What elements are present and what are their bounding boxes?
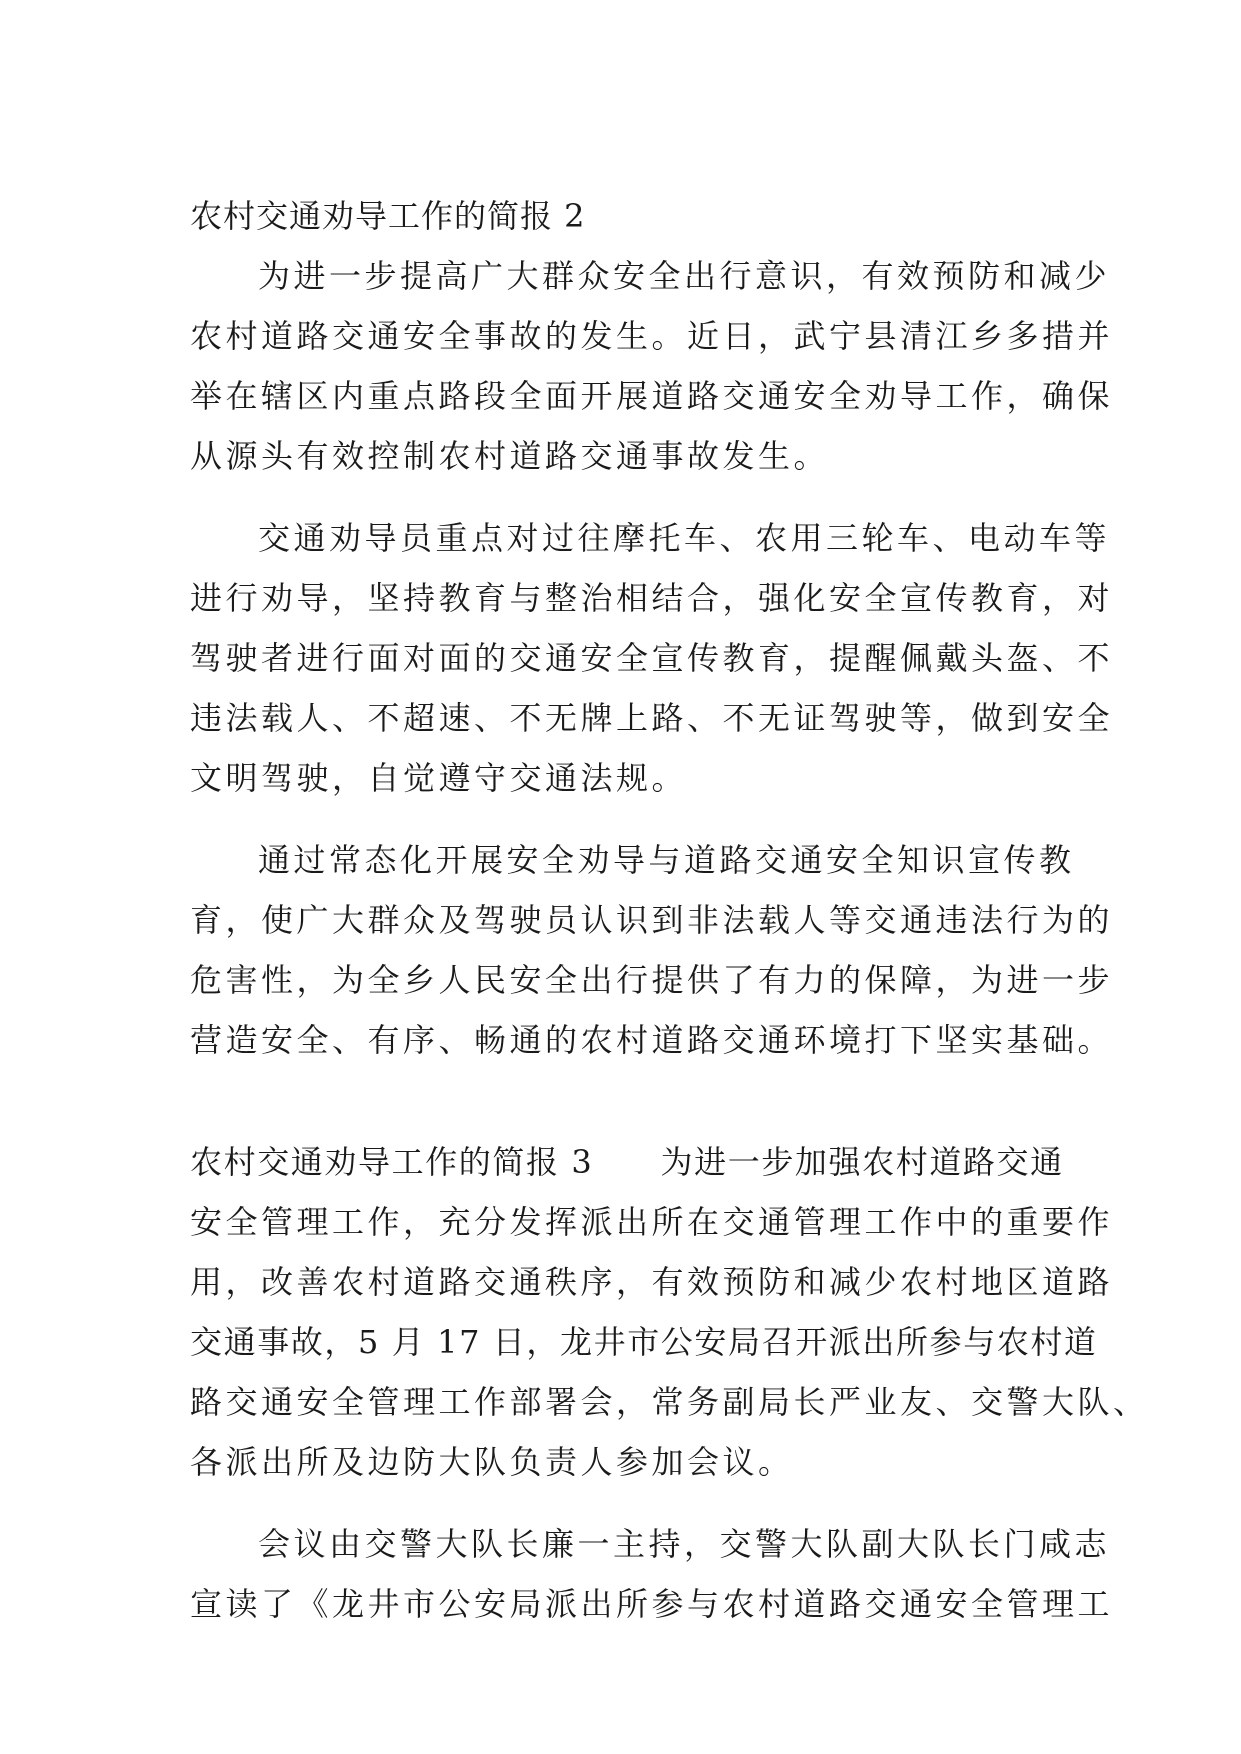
text-line: 营造安全、有序、畅通的农村道路交通环境打下坚实基础。 bbox=[190, 1021, 1114, 1059]
text-line: 违法载人、不超速、不无牌上路、不无证驾驶等，做到安全 bbox=[190, 699, 1114, 737]
text-line: 会议由交警大队长廉一主持，交警大队副大队长门咸志 bbox=[258, 1525, 1111, 1563]
section-3-title-line: 农村交通劝导工作的简报 3 为进一步加强农村道路交通 bbox=[190, 1143, 1064, 1181]
section-2-paragraph-3 bbox=[190, 830, 1114, 1070]
section-2-paragraph-2 bbox=[190, 508, 1114, 808]
text-line: 为进一步提高广大群众安全出行意识，有效预防和减少 bbox=[258, 257, 1111, 295]
text-line: 交通劝导员重点对过往摩托车、农用三轮车、电动车等 bbox=[258, 519, 1111, 557]
text-line: 宣读了《龙井市公安局派出所参与农村道路交通安全管理工 bbox=[190, 1585, 1114, 1623]
text-line: 文明驾驶，自觉遵守交通法规。 bbox=[190, 759, 688, 797]
text-line: 用，改善农村道路交通秩序，有效预防和减少农村地区道路 bbox=[190, 1263, 1114, 1301]
text-line: 育，使广大群众及驾驶员认识到非法载人等交通违法行为的 bbox=[190, 901, 1114, 939]
text-line: 农村道路交通安全事故的发生。近日，武宁县清江乡多措并 bbox=[190, 317, 1114, 355]
text-line: 驾驶者进行面对面的交通安全宣传教育，提醒佩戴头盔、不 bbox=[190, 639, 1114, 677]
section-2 bbox=[190, 186, 1114, 1070]
section-3-paragraph-1 bbox=[190, 1132, 1149, 1492]
section-2-title: 农村交通劝导工作的简报 2 bbox=[190, 197, 586, 235]
text-line: 进行劝导，坚持教育与整治相结合，强化安全宣传教育，对 bbox=[190, 579, 1114, 617]
section-2-paragraph-1 bbox=[190, 246, 1114, 486]
text-line: 交通事故，5 月 17 日，龙井市公安局召开派出所参与农村道 bbox=[190, 1323, 1098, 1361]
section-3-paragraph-2 bbox=[190, 1514, 1114, 1634]
document-page bbox=[190, 186, 1149, 1634]
text-line: 从源头有效控制农村道路交通事故发生。 bbox=[190, 437, 830, 475]
text-line: 举在辖区内重点路段全面开展道路交通安全劝导工作，确保 bbox=[190, 377, 1114, 415]
text-line: 通过常态化开展安全劝导与道路交通安全知识宣传教 bbox=[258, 841, 1075, 879]
section-3 bbox=[190, 1132, 1149, 1634]
text-line: 路交通安全管理工作部署会，常务副局长严业友、交警大队、 bbox=[190, 1383, 1149, 1421]
text-line: 危害性，为全乡人民安全出行提供了有力的保障，为进一步 bbox=[190, 961, 1114, 999]
text-line: 安全管理工作，充分发挥派出所在交通管理工作中的重要作 bbox=[190, 1203, 1114, 1241]
text-line: 各派出所及边防大队负责人参加会议。 bbox=[190, 1443, 794, 1481]
